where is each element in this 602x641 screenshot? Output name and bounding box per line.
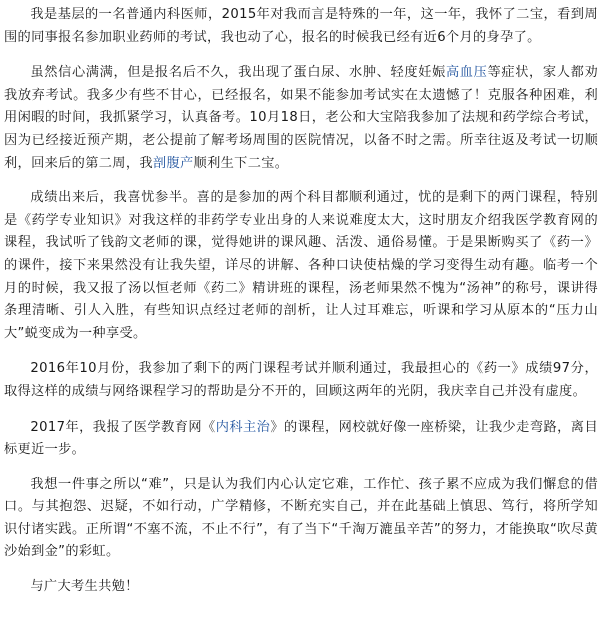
link-cesarean[interactable]: 剖腹产 [152,155,194,171]
paragraph-closing [4,576,598,599]
paragraph-intro [4,4,598,49]
paragraph-pregnancy-exam [4,62,598,175]
paragraph-text-segment: 等症状，家人都劝我放弃考试。我多少有些不甘心，已经报名，如果不能参加考试实在太遗憾了！克服各种困难，利用闲暇的时间，我抓紧学习，认真备考。10月18日，老公和大宝陪我参加了法规和药学综合考试，因为已经接近预产期，老公提前了解考场周围的医院情况，以备不时之需。所幸往返及考试一切顺利，回来后的第二周，我 [4,65,598,171]
paragraph-intro-text: 我是基层的一名普通内科医师，2015年对我而言是特殊的一年，这一年，我怀了二宝，看到周围的同事报名参加职业药师的考试，我也动了心，报名的时候我已经有近6个月的身孕了。 [4,7,598,45]
paragraph-2016-text: 2016年10月份，我参加了剩下的两门课程考试并顺利通过，我最担心的《药一》成绩97分，取得这样的成绩与网络课程学习的帮助是分不开的，回顾这两年的光阴，我庆幸自己并没有虚度。 [4,361,598,399]
paragraph-reflection-text: 我想一件事之所以“难”，只是认为我们内心认定它难，工作忙、孩子累不应成为我们懈怠的借口。与其抱怨、迟疑，不如行动，广学精修，不断充实自己，并在此基础上慎思、笃行，将所学知识付诸实践。正所谓“不塞不流，不止不行”，有了当下“千淘万漉虽辛苦”的努力，才能换取“吹尽黄沙始到金”的彩虹。 [4,476,598,560]
paragraph-text-segment: 2017年，我报了医学教育网《 [30,419,216,435]
paragraph-results-courses [4,187,598,345]
paragraph-text-segment: 》的课程，网校就好像一座桥梁，让我少走弯路，离目标更近一步。 [4,419,598,458]
paragraph-closing-text: 与广大考生共勉！ [30,579,139,595]
paragraph-reflection [4,474,598,564]
link-hypertension[interactable]: 高血压 [445,65,488,81]
paragraph-text-segment: 顺利生下二宝。 [193,155,289,171]
paragraph-2016-pass [4,358,598,403]
paragraph-2017-goal [4,417,598,462]
link-internal-medicine[interactable]: 内科主治 [215,419,271,435]
paragraph-text-segment: 虽然信心满满，但是报名后不久，我出现了蛋白尿、水肿、轻度妊娠 [30,65,446,81]
paragraph-results-text: 成绩出来后，我喜忧参半。喜的是参加的两个科目都顺利通过，忧的是剩下的两门课程，特别是《药学专业知识》对我这样的非药学专业出身的人来说难度太大，这时朋友介绍我医学教育网的课程，我试听了钱韵文老师的课，觉得她讲的课风趣、活泼、通俗易懂。于是果断购买了《药一》的课件，接下来果然没有让我失望，详尽的讲解、各种口诀使枯燥的学习变得生动有趣。临考一个月的时候，我又报了汤以恒老师《药二》精讲班的课程，汤老师果然不愧为“汤神”的称号，课讲得条理清晰、引人入胜，有些知识点经过老师的剖析，让人过耳难忘，听课和学习从原本的“压力山大”蜕变成为一种享受。 [4,190,598,341]
article-body [4,4,598,599]
